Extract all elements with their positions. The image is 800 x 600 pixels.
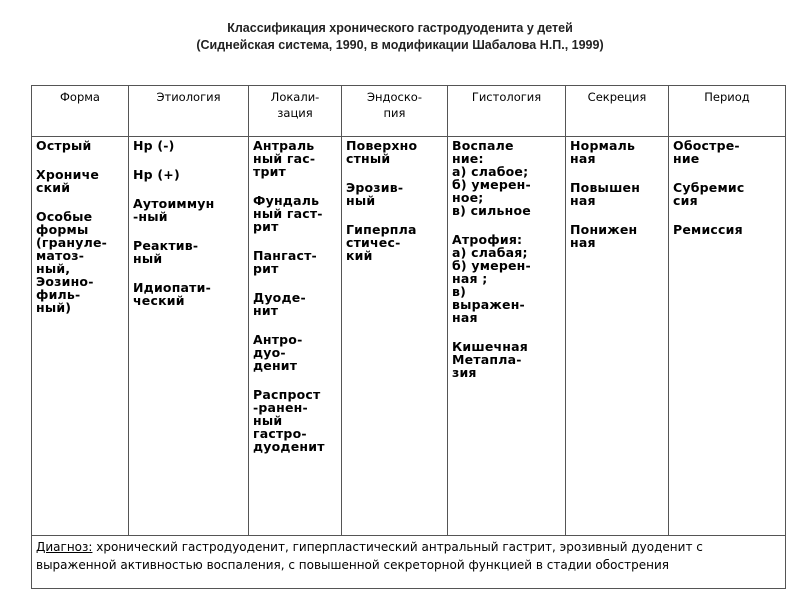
- diagnosis-row: [32, 536, 786, 589]
- cell-endoscopy: [342, 137, 448, 536]
- header-line: Локали-: [270, 90, 320, 104]
- item-line: Распрост: [253, 387, 321, 402]
- list-item: [253, 249, 337, 275]
- document-title: [0, 20, 800, 54]
- item-line: Пангаст-: [253, 248, 317, 263]
- diagnosis-text: хронический гастродуоденит, гиперпластический антральный гастрит, эрозивный дуоденит с выраженной активностью воспаления, с повышенной секреторной функцией в стадии обострения: [36, 540, 703, 572]
- item-line: ная: [452, 310, 478, 325]
- item-line: матоз-: [36, 248, 85, 263]
- item-line: ный: [253, 413, 283, 428]
- item-line: Эозино-: [36, 274, 94, 289]
- header-localization: [249, 86, 342, 137]
- item-line: Метапла-: [452, 352, 522, 367]
- item-line: нит: [253, 303, 279, 318]
- cell-histology: [448, 137, 566, 536]
- list-item: [570, 223, 664, 249]
- header-period: [669, 86, 786, 137]
- item-line: б) умерен-: [452, 258, 531, 273]
- item-line: Антраль: [253, 138, 315, 153]
- list-item: [570, 181, 664, 207]
- item-line: ние:: [452, 151, 484, 166]
- header-line: Период: [704, 90, 750, 104]
- header-secretion: [566, 86, 669, 137]
- item-line: трит: [253, 164, 286, 179]
- item-line: в) сильное: [452, 203, 531, 218]
- item-line: Hp (+): [133, 167, 180, 182]
- list-item: [452, 340, 561, 379]
- header-row: [32, 86, 786, 137]
- item-line: сия: [673, 193, 698, 208]
- item-line: а) слабая;: [452, 245, 528, 260]
- item-line: Повышен: [570, 180, 641, 195]
- item-line: ный гаст-: [253, 206, 323, 221]
- item-line: формы: [36, 222, 89, 237]
- item-line: филь-: [36, 287, 81, 302]
- list-item: [673, 181, 781, 207]
- item-line: Реактив-: [133, 238, 199, 253]
- item-line: Идиопати-: [133, 280, 211, 295]
- header-line: Форма: [60, 90, 100, 104]
- item-line: ние: [673, 151, 700, 166]
- header-line: Секреция: [587, 90, 647, 104]
- cell-etiology: [129, 137, 249, 536]
- list-item: [452, 139, 561, 217]
- item-line: стный: [346, 151, 391, 166]
- item-line: выражен-: [452, 297, 525, 312]
- header-histology: [448, 86, 566, 137]
- list-item: [253, 291, 337, 317]
- item-line: кий: [346, 248, 373, 263]
- diagnosis-label: Диагноз:: [36, 540, 93, 554]
- item-line: Особые: [36, 209, 93, 224]
- item-line: -ранен-: [253, 400, 308, 415]
- item-line: дуоденит: [253, 439, 325, 454]
- header-etiology: [129, 86, 249, 137]
- item-line: ный): [36, 300, 72, 315]
- cell-forma: [32, 137, 129, 536]
- item-line: (грануле-: [36, 235, 108, 250]
- item-line: Атрофия:: [452, 232, 523, 247]
- item-line: Антро-: [253, 332, 303, 347]
- list-item: [36, 168, 124, 194]
- list-item: [452, 233, 561, 324]
- item-line: зия: [452, 365, 477, 380]
- item-line: рит: [253, 261, 279, 276]
- cell-localization: [249, 137, 342, 536]
- list-item: [133, 168, 244, 181]
- list-item: [133, 139, 244, 152]
- item-line: ный гас-: [253, 151, 316, 166]
- item-line: ная: [570, 235, 596, 250]
- item-line: ное;: [452, 190, 484, 205]
- item-line: рит: [253, 219, 279, 234]
- diagnosis-cell: [32, 536, 786, 589]
- item-line: Кишечная: [452, 339, 529, 354]
- item-line: дуо-: [253, 345, 286, 360]
- header-line: Гистология: [471, 90, 542, 104]
- item-line: Субремис: [673, 180, 745, 195]
- item-line: Обостре-: [673, 138, 740, 153]
- item-line: Поверхно: [346, 138, 418, 153]
- item-line: Нормаль: [570, 138, 636, 153]
- item-line: ная ;: [452, 271, 488, 286]
- item-line: Острый: [36, 138, 92, 153]
- header-forma: [32, 86, 129, 137]
- header-endoscopy: [342, 86, 448, 137]
- item-line: -ный: [133, 209, 168, 224]
- list-item: [133, 239, 244, 265]
- list-item: [36, 139, 124, 152]
- content-row: [32, 137, 786, 536]
- item-line: в): [452, 284, 467, 299]
- item-line: Понижен: [570, 222, 638, 237]
- list-item: [346, 181, 443, 207]
- header-line: Эндоско-: [367, 90, 422, 104]
- item-line: ный,: [36, 261, 71, 276]
- cell-secretion: [566, 137, 669, 536]
- item-line: ная: [570, 193, 596, 208]
- item-line: Хрониче: [36, 167, 100, 182]
- item-line: стичес-: [346, 235, 401, 250]
- list-item: [133, 197, 244, 223]
- item-line: ческий: [133, 293, 185, 308]
- list-item: [36, 210, 124, 314]
- item-line: Ремиссия: [673, 222, 743, 237]
- item-line: Эрозив-: [346, 180, 404, 195]
- classification-table: [31, 85, 786, 589]
- item-line: ный: [133, 251, 163, 266]
- list-item: [253, 333, 337, 372]
- item-line: гастро-: [253, 426, 307, 441]
- item-line: б) умерен-: [452, 177, 531, 192]
- header-line: Этиология: [156, 90, 221, 104]
- list-item: [253, 388, 337, 453]
- item-line: ная: [570, 151, 596, 166]
- list-item: [673, 139, 781, 165]
- item-line: Гиперпла: [346, 222, 417, 237]
- cell-period: [669, 137, 786, 536]
- item-line: Воспале: [452, 138, 514, 153]
- item-line: Аутоиммун: [133, 196, 215, 211]
- list-item: [570, 139, 664, 165]
- list-item: [133, 281, 244, 307]
- header-line: зация: [277, 106, 313, 120]
- item-line: ский: [36, 180, 71, 195]
- list-item: [673, 223, 781, 236]
- list-item: [346, 139, 443, 165]
- item-line: а) слабое;: [452, 164, 529, 179]
- item-line: Фундаль: [253, 193, 320, 208]
- list-item: [253, 139, 337, 178]
- title-line-1: Классификация хронического гастродуоденита у детей: [227, 21, 573, 35]
- item-line: Дуоде-: [253, 290, 306, 305]
- item-line: денит: [253, 358, 298, 373]
- title-line-2: (Сиднейская система, 1990, в модификации Шабалова Н.П., 1999): [196, 38, 604, 52]
- header-line: пия: [383, 106, 406, 120]
- list-item: [253, 194, 337, 233]
- list-item: [346, 223, 443, 262]
- item-line: Hp (-): [133, 138, 175, 153]
- item-line: ный: [346, 193, 376, 208]
